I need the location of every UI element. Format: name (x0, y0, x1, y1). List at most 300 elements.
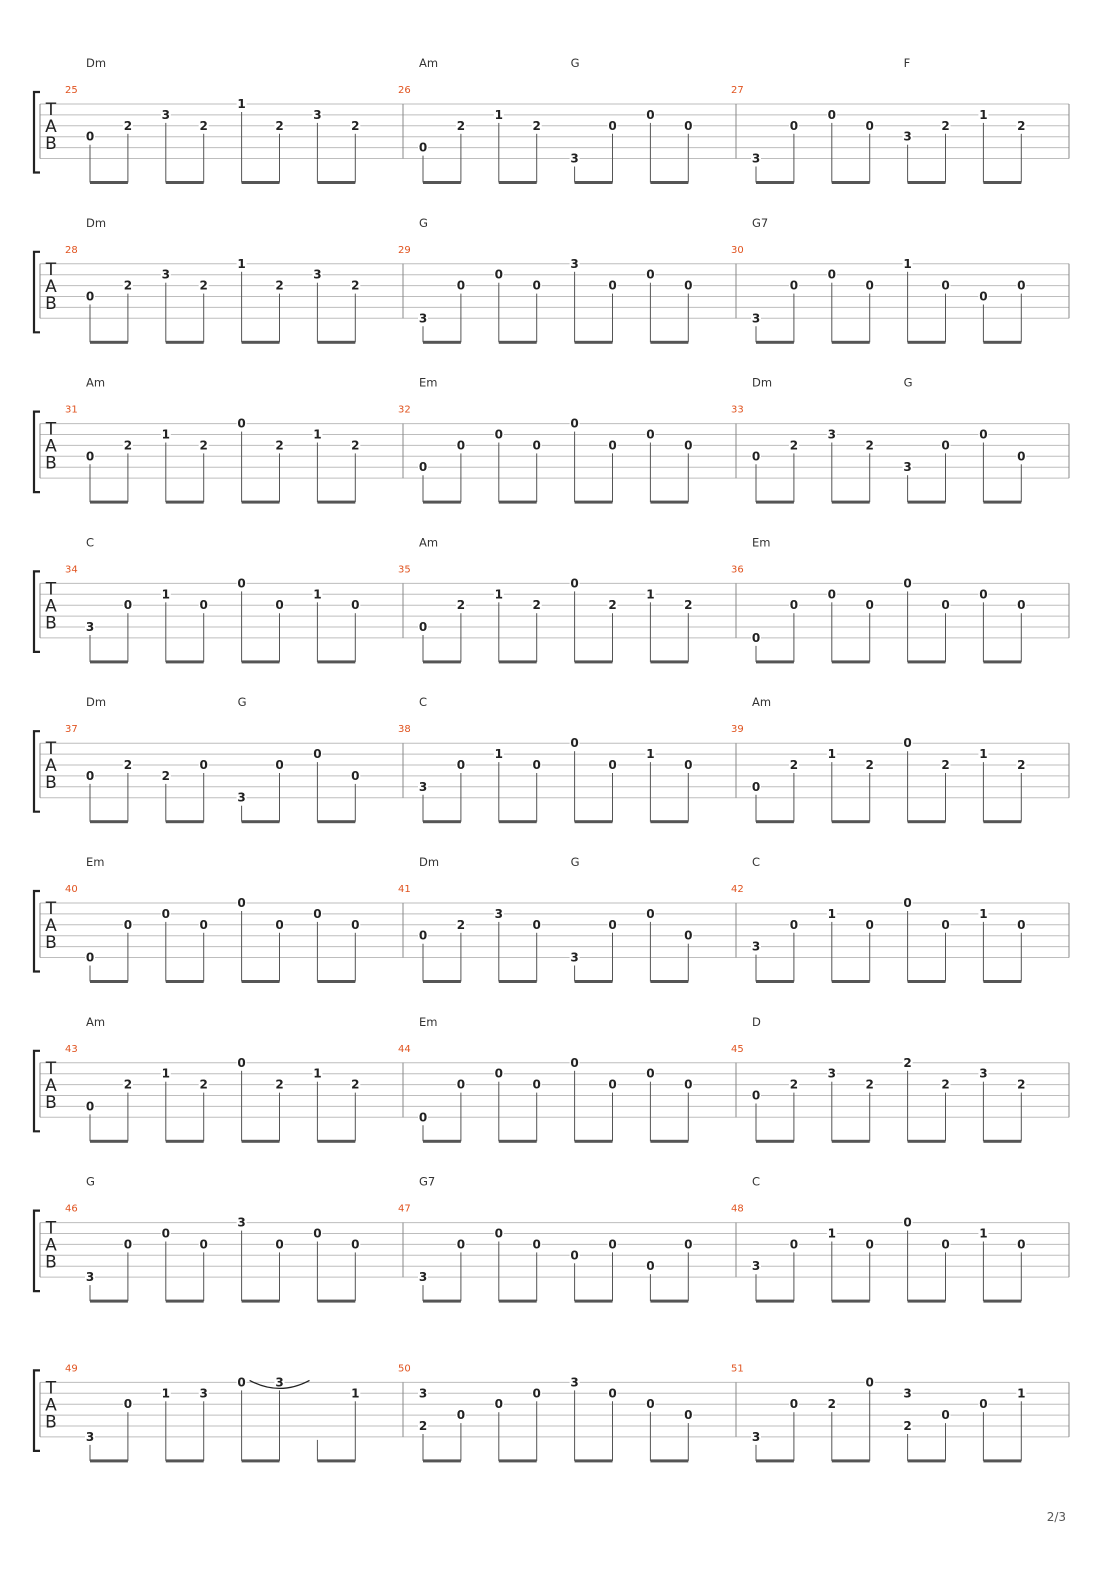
chord-symbol: Dm (86, 56, 107, 70)
fret-number: 3 (418, 311, 428, 326)
fret-number: 2 (275, 278, 284, 293)
tab-clef-letter: A (45, 596, 57, 617)
beam (423, 1140, 461, 1143)
fret-number: 1 (979, 906, 988, 921)
fret-number: 0 (456, 1077, 466, 1092)
fret-number: 1 (161, 1066, 170, 1081)
beam (166, 1140, 204, 1143)
fret-number: 0 (199, 917, 208, 932)
fret-number: 3 (161, 107, 170, 122)
fret-number: 0 (1017, 598, 1026, 613)
beam (499, 1140, 537, 1143)
fret-number: 0 (532, 917, 541, 932)
measure-number: 40 (65, 884, 78, 895)
beam (499, 660, 537, 663)
fret-number: 3 (903, 1386, 912, 1401)
chord-symbol: G (570, 56, 580, 70)
beam (242, 1459, 280, 1462)
fret-number: 3 (570, 1375, 579, 1390)
tab-clef-letter: B (45, 293, 57, 314)
beam (983, 1459, 1021, 1462)
fret-number: 0 (275, 598, 284, 613)
fret-number: 0 (570, 1055, 579, 1070)
system-bracket (34, 412, 40, 493)
fret-number: 0 (123, 598, 133, 613)
fret-number: 2 (199, 438, 208, 453)
fret-number: 0 (494, 1226, 503, 1241)
fret-number: 1 (313, 427, 322, 442)
fret-number: 0 (532, 1077, 541, 1092)
beam (575, 980, 613, 983)
fret-number: 2 (123, 278, 133, 293)
fret-number: 0 (827, 107, 836, 122)
fret-number: 1 (237, 97, 246, 111)
fret-number: 0 (865, 917, 874, 932)
fret-number: 0 (85, 950, 95, 965)
fret-number: 0 (313, 906, 322, 921)
measure-number: 31 (65, 404, 78, 416)
beam (317, 341, 355, 344)
fret-number: 3 (237, 1215, 246, 1230)
chord-symbol: Em (419, 1014, 438, 1029)
beam (575, 1140, 613, 1143)
fret-number: 1 (161, 427, 170, 442)
measure-number: 27 (731, 85, 744, 96)
fret-number: 0 (237, 416, 246, 431)
system-bracket (34, 571, 40, 652)
fret-number: 2 (684, 598, 693, 613)
beam (575, 501, 613, 504)
fret-number: 0 (903, 896, 912, 910)
measure-number: 28 (65, 244, 78, 256)
fret-number: 2 (789, 758, 799, 772)
fret-number: 0 (608, 917, 617, 932)
tab-clef-letter: T (45, 739, 57, 760)
measure-number: 33 (731, 404, 744, 416)
beam (650, 501, 688, 504)
beam (908, 820, 946, 823)
fret-number: 0 (903, 1215, 912, 1230)
beam (166, 501, 204, 504)
chord-symbol: G (86, 1174, 95, 1189)
beam (650, 820, 688, 823)
beam (242, 820, 280, 823)
fret-number: 2 (789, 1077, 799, 1092)
tab-clef-letter: B (45, 1092, 57, 1113)
beam (423, 820, 461, 823)
beam (575, 1300, 613, 1303)
tab-clef-letter: B (45, 1412, 57, 1433)
fret-number: 2 (123, 758, 133, 772)
beam (908, 341, 946, 344)
page-number: 2/3 (1046, 1510, 1066, 1524)
chord-symbol: Am (752, 695, 772, 710)
fret-number: 0 (608, 438, 617, 453)
fret-number: 1 (827, 747, 836, 762)
fret-number: 2 (865, 1077, 874, 1092)
fret-number: 0 (827, 587, 836, 602)
chord-symbol: G (570, 855, 580, 869)
beam (983, 501, 1021, 504)
fret-number: 0 (351, 768, 360, 783)
fret-number: 2 (199, 118, 208, 133)
fret-number: 0 (941, 1237, 950, 1252)
fret-number: 0 (789, 1237, 799, 1252)
measure-number: 42 (731, 884, 744, 895)
system-bracket (34, 1370, 40, 1451)
fret-number: 0 (237, 896, 246, 910)
fret-number: 0 (161, 906, 170, 921)
beam (650, 341, 688, 344)
beam (575, 341, 613, 344)
beam (242, 980, 280, 983)
beam (575, 660, 613, 663)
fret-number: 1 (161, 587, 170, 602)
fret-number: 1 (979, 747, 988, 762)
chord-symbol: C (752, 1174, 761, 1189)
beam (756, 501, 794, 504)
fret-number: 3 (827, 1066, 836, 1081)
fret-number: 2 (123, 1077, 133, 1092)
beam (166, 341, 204, 344)
beam (908, 1459, 946, 1462)
fret-number: 0 (608, 758, 617, 772)
chord-symbol: G (237, 695, 247, 710)
fret-number: 2 (456, 118, 466, 133)
fret-number: 3 (751, 939, 761, 954)
measure-number: 38 (398, 724, 411, 736)
fret-number: 0 (646, 267, 655, 282)
tab-clef-letter: A (45, 1395, 57, 1416)
fret-number: 0 (456, 1237, 466, 1252)
beam (832, 341, 870, 344)
fret-number: 0 (684, 278, 693, 293)
fret-number: 3 (570, 151, 579, 166)
chord-symbol: Em (86, 855, 105, 869)
fret-number: 0 (865, 598, 874, 613)
fret-number: 0 (85, 1099, 95, 1114)
fret-number: 3 (161, 267, 170, 282)
beam (499, 1300, 537, 1303)
tab-clef-letter: A (45, 117, 57, 137)
fret-number: 3 (751, 1259, 761, 1274)
fret-number: 2 (941, 118, 950, 133)
fret-number: 0 (646, 1259, 655, 1274)
beam (166, 980, 204, 983)
measure-number: 34 (65, 564, 78, 576)
fret-number: 0 (865, 278, 874, 293)
tab-clef-letter: B (45, 134, 57, 154)
beam (575, 820, 613, 823)
beam (983, 1140, 1021, 1143)
beam (317, 501, 355, 504)
beam (317, 1459, 355, 1462)
fret-number: 2 (351, 438, 360, 453)
fret-number: 2 (903, 1419, 912, 1433)
beam (499, 980, 537, 983)
fret-number: 3 (903, 129, 912, 144)
fret-number: 0 (827, 267, 836, 282)
measure-number: 32 (398, 404, 411, 416)
fret-number: 0 (789, 598, 799, 613)
chord-symbol: C (752, 855, 761, 869)
beam (166, 1300, 204, 1303)
tab-clef-letter: T (45, 579, 57, 600)
fret-number: 0 (85, 768, 95, 783)
beam (832, 660, 870, 663)
beam (90, 660, 128, 663)
fret-number: 3 (418, 1386, 428, 1401)
tab-clef-letter: T (45, 1058, 57, 1079)
fret-number: 0 (684, 1237, 693, 1252)
fret-number: 0 (532, 1386, 541, 1401)
beam (908, 660, 946, 663)
fret-number: 0 (275, 758, 284, 772)
fret-number: 0 (646, 1397, 655, 1412)
beam (908, 501, 946, 504)
chord-symbol: C (86, 535, 95, 550)
fret-number: 0 (570, 416, 579, 431)
beam (499, 341, 537, 344)
measure-number: 29 (398, 244, 411, 256)
fret-number: 1 (313, 587, 322, 602)
fret-number: 2 (608, 598, 617, 613)
fret-number: 0 (418, 1110, 428, 1125)
tab-clef-letter: A (45, 756, 57, 777)
beam (423, 501, 461, 504)
fret-number: 3 (903, 460, 912, 475)
fret-number: 3 (751, 1429, 761, 1444)
fret-number: 3 (275, 1375, 284, 1390)
fret-number: 1 (646, 747, 655, 762)
fret-number: 0 (351, 598, 360, 613)
fret-number: 2 (865, 758, 874, 772)
fret-number: 3 (85, 1429, 95, 1444)
chord-symbol: Am (86, 375, 106, 390)
chord-symbol: Dm (419, 855, 440, 869)
beam (423, 980, 461, 983)
beam (242, 1300, 280, 1303)
fret-number: 0 (85, 129, 95, 144)
fret-number: 0 (684, 1408, 693, 1423)
system-bracket (34, 1211, 40, 1292)
measure-number: 39 (731, 724, 744, 736)
fret-number: 0 (789, 118, 799, 133)
fret-number: 0 (123, 1397, 133, 1412)
fret-number: 2 (418, 1419, 428, 1433)
fret-number: 3 (570, 256, 579, 271)
fret-number: 0 (275, 917, 284, 932)
fret-number: 0 (684, 928, 693, 943)
beam (90, 181, 128, 184)
fret-number: 0 (646, 906, 655, 921)
beam (756, 1300, 794, 1303)
beam (423, 1300, 461, 1303)
fret-number: 2 (532, 598, 541, 613)
fret-number: 3 (751, 151, 761, 166)
fret-number: 0 (789, 917, 799, 932)
fret-number: 0 (418, 460, 428, 475)
fret-number: 0 (456, 758, 466, 772)
fret-number: 0 (123, 917, 133, 932)
chord-symbol: Dm (86, 695, 107, 710)
fret-number: 3 (751, 311, 761, 326)
fret-number: 0 (494, 267, 503, 282)
measure-number: 26 (398, 85, 411, 96)
fret-number: 0 (1017, 278, 1026, 293)
fret-number: 0 (1017, 1237, 1026, 1252)
fret-number: 0 (979, 289, 988, 304)
measure-number: 50 (398, 1363, 411, 1375)
fret-number: 3 (418, 779, 428, 794)
beam (832, 1459, 870, 1462)
fret-number: 0 (494, 1066, 503, 1081)
tab-clef-letter: A (45, 1235, 57, 1256)
fret-number: 2 (1017, 118, 1026, 133)
fret-number: 0 (941, 278, 950, 293)
beam (832, 980, 870, 983)
chord-symbol: C (419, 695, 428, 710)
fret-number: 2 (351, 118, 360, 133)
measure-number: 41 (398, 884, 411, 895)
beam (983, 980, 1021, 983)
measure-number: 36 (731, 564, 744, 576)
measure-number: 46 (65, 1203, 78, 1215)
fret-number: 0 (237, 1375, 246, 1390)
fret-number: 3 (237, 790, 246, 805)
fret-number: 0 (1017, 449, 1026, 464)
fret-number: 2 (456, 917, 466, 932)
tab-clef-letter: T (45, 1218, 57, 1239)
fret-number: 0 (684, 758, 693, 772)
fret-number: 3 (199, 1386, 208, 1401)
fret-number: 0 (941, 598, 950, 613)
fret-number: 2 (941, 1077, 950, 1092)
chord-symbol: Em (419, 375, 438, 390)
beam (317, 980, 355, 983)
beam (317, 1300, 355, 1303)
beam (166, 181, 204, 184)
fret-number: 3 (979, 1066, 988, 1081)
beam (908, 1300, 946, 1303)
beam (832, 181, 870, 184)
fret-number: 2 (532, 118, 541, 133)
fret-number: 0 (199, 1237, 208, 1252)
system-bracket (34, 731, 40, 812)
fret-number: 2 (123, 438, 133, 453)
beam (650, 980, 688, 983)
fret-number: 0 (865, 1375, 874, 1390)
chord-symbol: Am (419, 535, 439, 550)
beam (650, 1300, 688, 1303)
beam (908, 1140, 946, 1143)
fret-number: 1 (903, 256, 912, 271)
beam (756, 660, 794, 663)
beam (166, 660, 204, 663)
fret-number: 2 (275, 1077, 284, 1092)
beam (317, 1140, 355, 1143)
beam (908, 181, 946, 184)
fret-number: 0 (237, 1055, 246, 1070)
fret-number: 0 (789, 278, 799, 293)
fret-number: 0 (532, 278, 541, 293)
fret-number: 0 (570, 1248, 579, 1263)
fret-number: 0 (865, 1237, 874, 1252)
chord-symbol: G (419, 215, 428, 230)
beam (90, 820, 128, 823)
beam (166, 1459, 204, 1462)
fret-number: 0 (275, 1237, 284, 1252)
fret-number: 1 (646, 587, 655, 602)
fret-number: 0 (199, 598, 208, 613)
fret-number: 2 (123, 118, 133, 133)
measure-number: 45 (731, 1043, 744, 1055)
tab-clef-letter: T (45, 259, 57, 280)
system-bracket (34, 92, 40, 173)
fret-number: 2 (1017, 1077, 1026, 1092)
fret-number: 0 (1017, 917, 1026, 932)
fret-number: 2 (903, 1055, 912, 1070)
fret-number: 0 (418, 620, 428, 634)
fret-number: 1 (494, 107, 503, 122)
beam (423, 341, 461, 344)
measure-number: 35 (398, 564, 411, 576)
chord-symbol: Am (419, 56, 439, 70)
beam (650, 1140, 688, 1143)
fret-number: 1 (494, 587, 503, 602)
fret-number: 0 (85, 449, 95, 464)
fret-number: 2 (199, 1077, 208, 1092)
fret-number: 3 (313, 107, 322, 122)
tab-clef-letter: A (45, 1075, 57, 1096)
measure-number: 30 (731, 244, 744, 256)
chord-symbol: Am (86, 1014, 106, 1029)
beam (756, 1140, 794, 1143)
tab-clef-letter: T (45, 899, 57, 919)
fret-number: 0 (237, 576, 246, 591)
system-bracket (34, 1051, 40, 1132)
fret-number: 0 (608, 118, 617, 133)
fret-number: 3 (313, 267, 322, 282)
fret-number: 0 (313, 747, 322, 762)
chord-symbol: G7 (419, 1174, 436, 1189)
tab-clef-letter: B (45, 933, 57, 953)
fret-number: 2 (275, 438, 284, 453)
measure-number: 43 (65, 1043, 78, 1055)
beam (575, 181, 613, 184)
fret-number: 0 (646, 107, 655, 122)
beam (756, 820, 794, 823)
measure-number: 37 (65, 724, 78, 736)
chord-symbol: Dm (86, 215, 107, 230)
beam (499, 1459, 537, 1462)
fret-number: 0 (751, 1088, 761, 1103)
beam (317, 660, 355, 663)
fret-number: 0 (979, 587, 988, 602)
beam (650, 660, 688, 663)
fret-number: 1 (351, 1386, 360, 1401)
fret-number: 0 (123, 1237, 133, 1252)
beam (499, 181, 537, 184)
fret-number: 2 (161, 768, 170, 783)
beam (499, 820, 537, 823)
measure-number: 47 (398, 1203, 411, 1215)
measure-number: 44 (398, 1043, 411, 1055)
fret-number: 3 (570, 950, 579, 965)
chord-symbol: G7 (752, 215, 769, 230)
beam (575, 1459, 613, 1462)
fret-number: 0 (979, 1397, 988, 1412)
